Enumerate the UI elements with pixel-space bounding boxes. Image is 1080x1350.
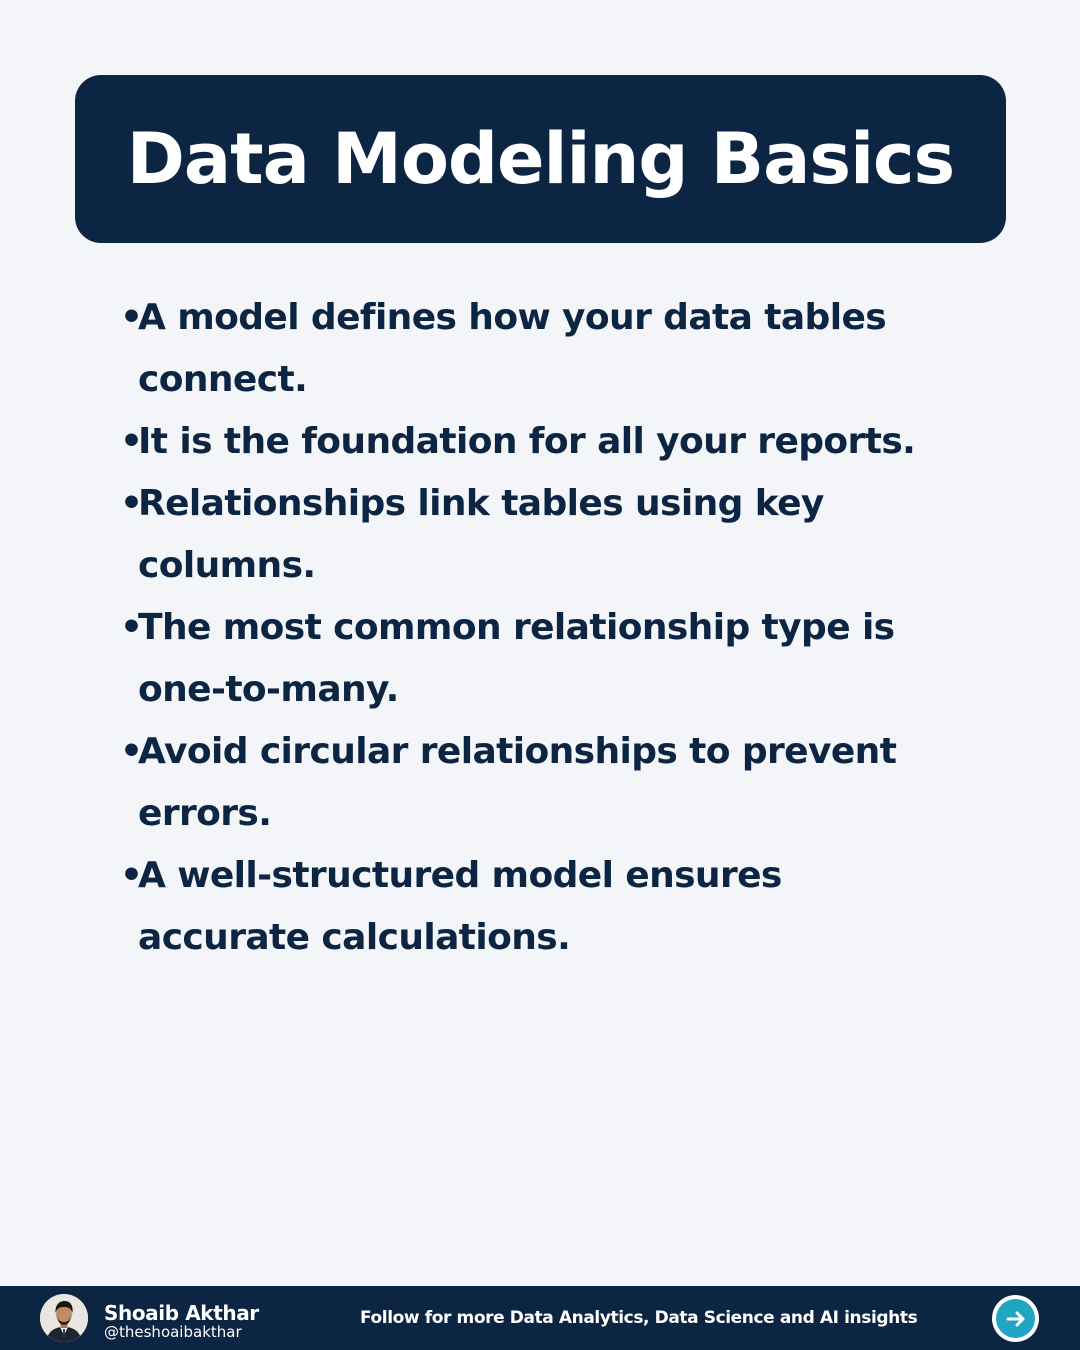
next-button-circle	[996, 1299, 1035, 1338]
avatar-portrait	[40, 1294, 88, 1342]
avatar[interactable]	[40, 1294, 88, 1342]
bullet-text: It is the foundation for all your reports.	[138, 421, 916, 462]
footer-bar	[0, 1286, 1080, 1350]
next-slide-button[interactable]	[992, 1295, 1039, 1342]
bullet-marker: •	[120, 607, 143, 648]
title-banner	[75, 75, 1006, 243]
list-item	[120, 411, 920, 473]
bullet-text: A well-structured model ensures accurate calculations.	[138, 855, 782, 958]
list-item	[120, 287, 920, 411]
bullet-text: A model defines how your data tables connect.	[138, 297, 887, 400]
follow-cta: Follow for more Data Analytics, Data Science and AI insights	[360, 1308, 918, 1328]
bullet-list	[120, 287, 920, 969]
list-item	[120, 721, 920, 845]
page-title: Data Modeling Basics	[126, 118, 955, 200]
arrow-right-icon	[1003, 1306, 1029, 1332]
list-item	[120, 597, 920, 721]
author-handle: @theshoaibakthar	[104, 1323, 242, 1341]
bullet-marker: •	[120, 483, 143, 524]
bullet-marker: •	[120, 855, 143, 896]
bullet-text: Relationships link tables using key columns.	[138, 483, 824, 586]
bullet-text: Avoid circular relationships to prevent errors.	[138, 731, 897, 834]
bullet-marker: •	[120, 731, 143, 772]
author-name: Shoaib Akthar	[104, 1301, 259, 1325]
bullet-marker: •	[120, 421, 143, 462]
list-item	[120, 473, 920, 597]
list-item	[120, 845, 920, 969]
bullet-text: The most common relationship type is one-to-many.	[138, 607, 895, 710]
bullet-marker: •	[120, 297, 143, 338]
